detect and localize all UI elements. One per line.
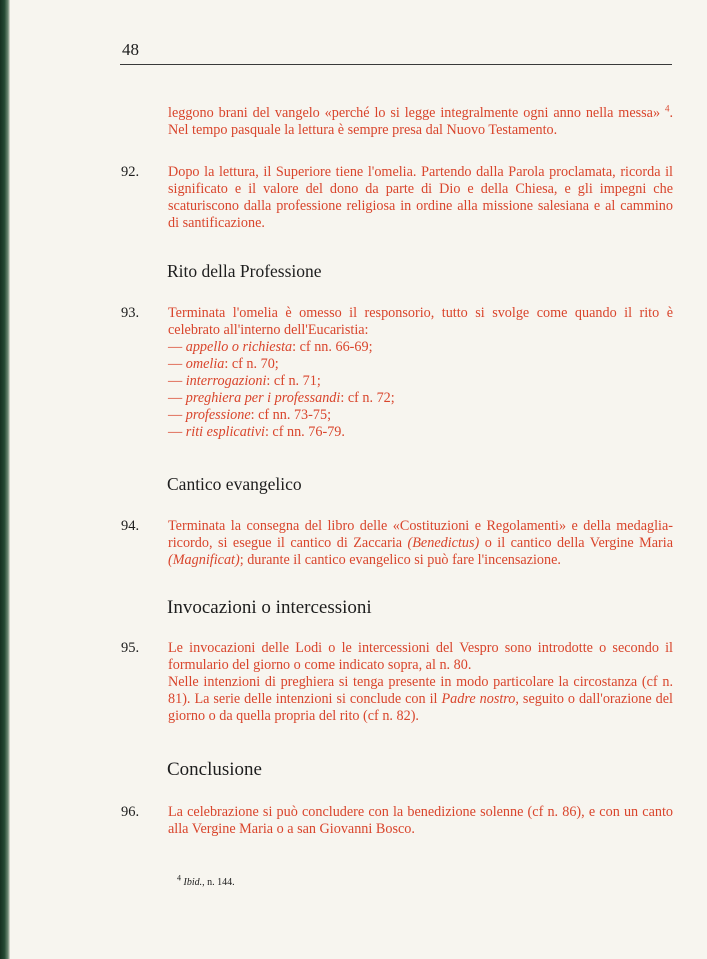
- list-item-label: riti esplicativi: [185, 424, 265, 440]
- list-item: — riti esplicativi: cf nn. 76-79.: [168, 424, 345, 440]
- list-item: — omelia: cf n. 70;: [168, 356, 279, 372]
- paragraph-number-92: 92.: [121, 164, 140, 180]
- paragraph-number-94: 94.: [121, 518, 140, 534]
- book-spine-edge: [0, 0, 10, 959]
- footnote: [177, 873, 235, 888]
- intro-text: leggono brani del vangelo «perché lo si legge integralmente ogni anno nella messa»: [168, 105, 665, 121]
- list-item-ref: : cf nn. 73-75;: [250, 407, 332, 423]
- paragraph-94-text: o il cantico della Vergine Maria: [479, 535, 674, 551]
- paragraph-96: La celebrazione si può concludere con la benedizione solenne (cf n. 86), e con un canto alla Vergine Maria o a san Giovanni Bosco.: [168, 804, 673, 837]
- list-item-ref: : cf n. 72;: [340, 390, 395, 406]
- paragraph-93: [168, 305, 673, 441]
- benedictus-title: (Benedictus): [407, 535, 480, 551]
- section-heading-invocazioni: Invocazioni o intercessioni: [167, 597, 372, 618]
- list-item-ref: : cf n. 71;: [266, 373, 321, 389]
- paragraph-92: Dopo la lettura, il Superiore tiene l'omelia. Partendo dalla Parola proclamata, ricorda il significato e il valore del dono da parte di Dio e della Chiesa, e gli impegni che scaturiscono dalla professione religiosa in ordine alla missione salesiana e al cammino di santificazione.: [168, 164, 673, 231]
- list-item-label: preghiera per i professandi: [185, 390, 341, 406]
- footnote-source: Ibid.: [183, 877, 203, 888]
- list-item: — interrogazioni: cf n. 71;: [168, 373, 321, 389]
- paragraph-94-text: Terminata la consegna del libro delle «Costituzioni e Regolamenti» e della medaglia-ricordo, si esegue il cantico di Zaccaria: [168, 518, 673, 551]
- footnote-ref: , n. 144.: [202, 877, 235, 888]
- paragraph-95-first: Le invocazioni delle Lodi o le intercessioni del Vespro sono introdotte o secondo il formulario del giorno o come indicato sopra, al n. 80.: [168, 640, 673, 673]
- footnote-mark: 4: [177, 873, 181, 883]
- paragraph-number-96: 96.: [121, 804, 140, 820]
- paragraph-95: [168, 640, 673, 725]
- paragraph-94: [168, 518, 673, 569]
- list-item-label: interrogazioni: [185, 373, 267, 389]
- paragraph-93-text: Terminata l'omelia è omesso il responsorio, tutto si svolge come quando il rito è celebrato all'interno dell'Eucaristia:: [168, 305, 673, 338]
- intro-paragraph: [168, 105, 673, 139]
- paragraph-95-second: [168, 674, 673, 725]
- magnificat-title: (Magnificat): [168, 552, 240, 568]
- list-item-ref: : cf nn. 66-69;: [292, 339, 373, 355]
- rite-steps-list: [168, 339, 673, 441]
- section-heading-conclusione: Conclusione: [167, 759, 262, 780]
- list-item-label: omelia: [185, 356, 225, 372]
- list-item: — appello o richiesta: cf nn. 66-69;: [168, 339, 373, 355]
- paragraph-number-95: 95.: [121, 640, 140, 656]
- header-rule: [120, 64, 672, 65]
- list-item-ref: : cf n. 70;: [224, 356, 279, 372]
- list-item-label: appello o richiesta: [185, 339, 293, 355]
- paragraph-95-text: , seguito o dall'orazione del giorno o da quella propria del rito (cf n. 82).: [168, 691, 673, 724]
- intro-text-end: . Nel tempo pasquale la lettura è sempre presa dal Nuovo Testamento.: [168, 105, 673, 138]
- paragraph-number-93: 93.: [121, 305, 140, 321]
- list-item-label: professione: [185, 407, 251, 423]
- section-heading-cantico: Cantico evangelico: [167, 474, 302, 494]
- list-item-ref: : cf nn. 76-79.: [264, 424, 345, 440]
- page-number: 48: [122, 40, 139, 59]
- padre-nostro-title: Padre nostro: [441, 691, 516, 707]
- list-item: — preghiera per i professandi: cf n. 72;: [168, 390, 395, 406]
- paragraph-95-text: Nelle intenzioni di preghiera si tenga presente in modo particolare la circostanza (cf n. 81). La serie delle intenzioni si conclude con il: [168, 674, 673, 707]
- paragraph-94-text: ; durante il cantico evangelico si può fare l'incensazione.: [239, 552, 561, 568]
- section-heading-rito: Rito della Professione: [167, 261, 322, 281]
- list-item: — professione: cf nn. 73-75;: [168, 407, 332, 423]
- footnote-reference: 4: [664, 103, 670, 114]
